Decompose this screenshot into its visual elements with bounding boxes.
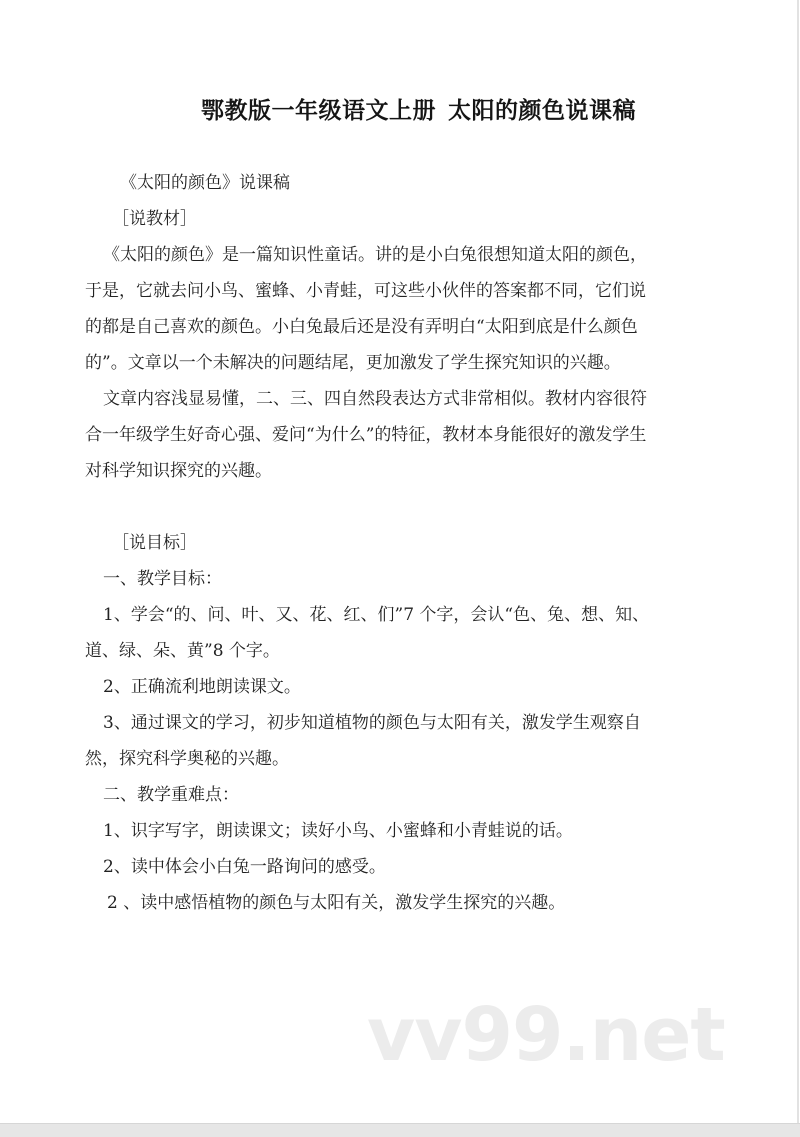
goal-item-3 — [85, 705, 710, 777]
goal-item-1 — [85, 597, 710, 669]
paragraph-line: 对科学知识探究的兴趣。 — [85, 461, 272, 481]
subheading-key-points: 二、教学重难点： — [103, 785, 239, 805]
paragraph-materials-2 — [85, 381, 710, 489]
document-title — [0, 92, 797, 125]
key-point-2: 2、读中体会小白兔一路询问的感受。 — [103, 857, 386, 877]
goal-line: 然，探究科学奥秘的兴趣。 — [85, 749, 289, 769]
paragraph-line: 《太阳的颜色》是一篇知识性童话。讲的是小白兔很想知道太阳的颜色， — [103, 245, 647, 265]
goal-line: 1、学会“的、问、叶、又、花、红、们”7 个字，会认“色、兔、想、知、 — [103, 605, 650, 625]
paragraph-line: 的都是自己喜欢的颜色。小白兔最后还是没有弄明白“太阳到底是什么颜色 — [85, 317, 638, 337]
section-heading-goals: ［说目标］ — [112, 533, 197, 553]
goal-line: 3、通过课文的学习，初步知道植物的颜色与太阳有关，激发学生观察自 — [103, 713, 641, 733]
paragraph-materials-1 — [85, 237, 710, 381]
paragraph-line: 于是，它就去问小鸟、蜜蜂、小青蛙，可这些小伙伴的答案都不同，它们说 — [85, 281, 646, 301]
document-subtitle: 《太阳的颜色》说课稿 — [120, 173, 290, 193]
paragraph-line: 合一年级学生好奇心强、爱问“为什么”的特征，教材本身能很好的激发学生 — [85, 425, 647, 445]
paragraph-line: 的”。文章以一个未解决的问题结尾，更加激发了学生探究知识的兴趣。 — [85, 353, 621, 373]
document-body — [85, 165, 710, 921]
title-part-2: 太阳的颜色说课稿 — [448, 98, 636, 124]
page-bottom-edge — [0, 1123, 800, 1137]
subheading-teaching-goals: 一、教学目标： — [103, 569, 222, 589]
goal-line: 道、绿、朵、黄”8 个字。 — [85, 641, 280, 661]
section-heading-materials: ［说教材］ — [112, 209, 197, 229]
key-point-1: 1、识字写字，朗读课文；读好小鸟、小蜜蜂和小青蛙说的话。 — [103, 821, 573, 841]
key-point-3: 2 、读中感悟植物的颜色与太阳有关，激发学生探究的兴趣。 — [107, 893, 566, 913]
paragraph-line: 文章内容浅显易懂，二、三、四自然段表达方式非常相似。教材内容很符 — [103, 389, 647, 409]
blank-line — [85, 489, 710, 525]
goal-item-2: 2、正确流利地朗读课文。 — [103, 677, 301, 697]
watermark: vv99.net — [367, 992, 725, 1078]
title-part-1: 鄂教版一年级语文上册 — [201, 98, 436, 124]
